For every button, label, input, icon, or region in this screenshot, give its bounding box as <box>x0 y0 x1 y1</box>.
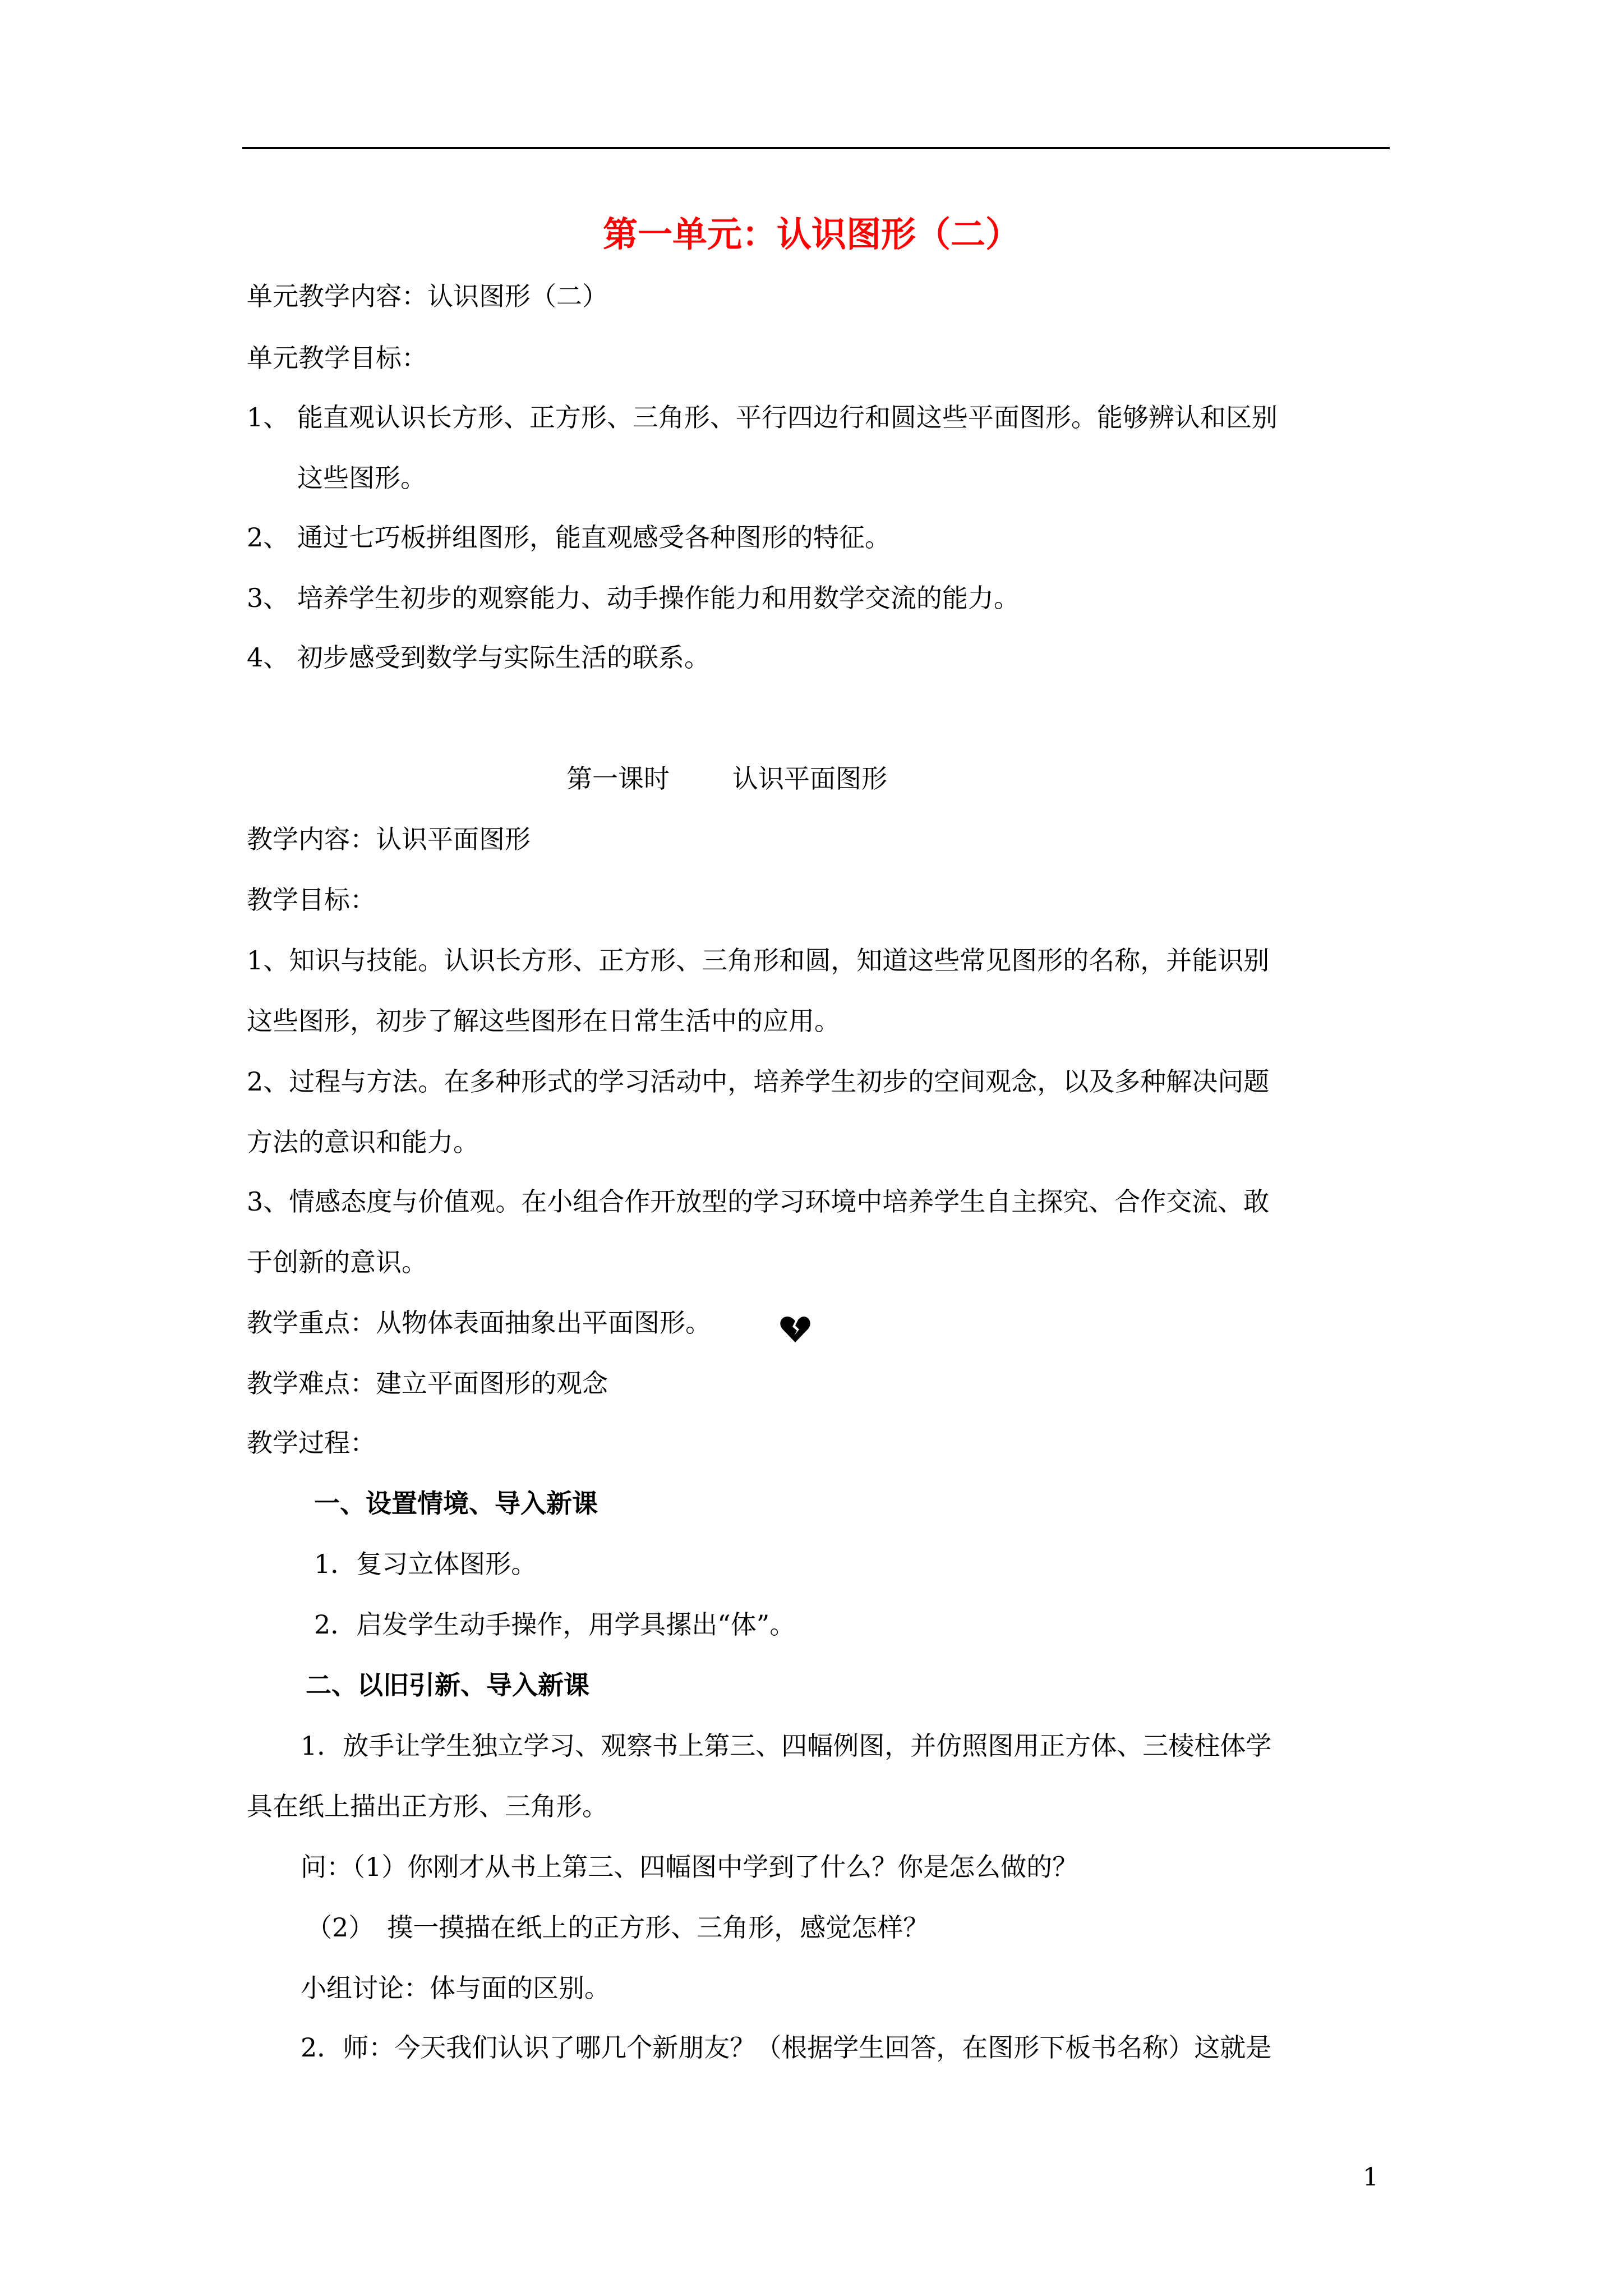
section-1-item-2: 2．启发学生动手操作，用学具摞出“体”。 <box>314 1609 796 1640</box>
unit-goal-3: 3、 培养学生初步的观察能力、动手操作能力和用数学交流的能力。 <box>247 583 1020 613</box>
group-discussion: 小组讨论：体与面的区别。 <box>301 1973 610 2003</box>
section-2-item-1-line-1: 1．放手让学生独立学习、观察书上第三、四幅例图，并仿照图用正方体、三棱柱体学 <box>301 1731 1272 1761</box>
unit-content-line: 单元教学内容：认识图形（二） <box>247 281 608 311</box>
lesson-difficulty: 教学难点：建立平面图形的观念 <box>247 1368 608 1398</box>
lesson-content-line: 教学内容：认识平面图形 <box>247 824 531 854</box>
section-2-item-2-line-1: 2．师：今天我们认识了哪几个新朋友？（根据学生回答，在图形下板书名称）这就是 <box>301 2032 1272 2063</box>
lesson-key-point: 教学重点：从物体表面抽象出平面图形。 <box>247 1308 711 1338</box>
question-1: 问：（1）你刚才从书上第三、四幅图中学到了什么？你是怎么做的？ <box>301 1852 1078 1882</box>
section-1-heading: 一、设置情境、导入新课 <box>314 1488 598 1519</box>
section-1-item-1: 1．复习立体图形。 <box>314 1549 537 1579</box>
lesson-goal-3-line-1: 3、情感态度与价值观。在小组合作开放型的学习环境中培养学生自主探究、合作交流、敢 <box>247 1186 1270 1217</box>
lesson-period: 第一课时 <box>566 763 670 794</box>
unit-goals-heading: 单元教学目标： <box>247 343 427 373</box>
lesson-process-heading: 教学过程： <box>247 1428 376 1458</box>
unit-goal-1-line-1: 1、 能直观认识长方形、正方形、三角形、平行四边行和圆这些平面图形。能够辨认和区别 <box>247 402 1278 432</box>
lesson-goal-2-line-2: 方法的意识和能力。 <box>247 1127 479 1157</box>
unit-goal-1-line-2: 这些图形。 <box>297 463 426 493</box>
question-2: （2） 摸一摸描在纸上的正方形、三角形，感觉怎样？ <box>306 1912 929 1943</box>
broken-heart-icon <box>780 1315 811 1343</box>
lesson-goal-1-line-1: 1、知识与技能。认识长方形、正方形、三角形和圆，知道这些常见图形的名称，并能识别 <box>247 945 1270 976</box>
unit-goal-2: 2、 通过七巧板拼组图形，能直观感受各种图形的特征。 <box>247 522 891 553</box>
unit-title: 第一单元：认识图形（二） <box>602 214 1020 255</box>
lesson-goal-3-line-2: 于创新的意识。 <box>247 1247 427 1277</box>
unit-goal-4: 4、 初步感受到数学与实际生活的联系。 <box>247 642 710 673</box>
section-2-heading: 二、以旧引新、导入新课 <box>306 1670 589 1700</box>
section-2-item-1-line-2: 具在纸上描出正方形、三角形。 <box>247 1791 608 1821</box>
lesson-name: 认识平面图形 <box>732 763 887 794</box>
lesson-goals-heading: 教学目标： <box>247 885 376 915</box>
lesson-goal-2-line-1: 2、过程与方法。在多种形式的学习活动中，培养学生初步的空间观念，以及多种解决问题 <box>247 1066 1270 1097</box>
header-rule <box>242 147 1390 149</box>
lesson-heading <box>566 762 887 795</box>
lesson-goal-1-line-2: 这些图形，初步了解这些图形在日常生活中的应用。 <box>247 1006 840 1036</box>
page-number: 1 <box>1363 2163 1378 2192</box>
